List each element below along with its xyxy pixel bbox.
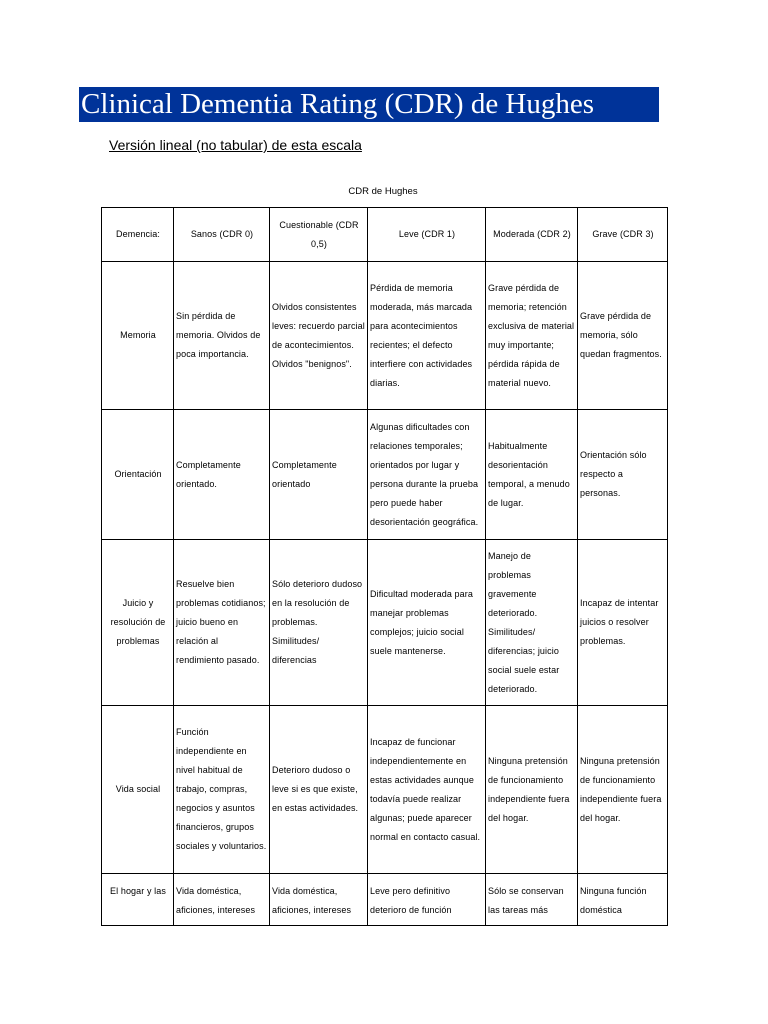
header-demencia: Demencia: bbox=[102, 208, 174, 262]
table-cell: Sin pérdida de memoria. Olvidos de poca importancia. bbox=[174, 262, 270, 410]
header-moderada: Moderada (CDR 2) bbox=[486, 208, 578, 262]
header-leve: Leve (CDR 1) bbox=[368, 208, 486, 262]
table-cell: Leve pero definitivo deterioro de función bbox=[368, 874, 486, 926]
table-row-vida-social bbox=[102, 706, 668, 874]
row-label-vida-social: Vida social bbox=[102, 706, 174, 874]
table-cell: Ninguna función doméstica bbox=[578, 874, 668, 926]
table-cell: Grave pérdida de memoria; retención exclusiva de material muy importante; pérdida rápida de material nuevo. bbox=[486, 262, 578, 410]
table-cell: Resuelve bien problemas cotidianos; juicio bueno en relación al rendimiento pasado. bbox=[174, 540, 270, 706]
document-title: Clinical Dementia Rating (CDR) de Hughes bbox=[79, 87, 659, 122]
row-label-memoria: Memoria bbox=[102, 262, 174, 410]
table-row-orientacion bbox=[102, 410, 668, 540]
table-cell: Ninguna pretensión de funcionamiento independiente fuera del hogar. bbox=[486, 706, 578, 874]
table-header-row bbox=[102, 208, 668, 262]
table-cell: Dificultad moderada para manejar problemas complejos; juicio social suele mantenerse. bbox=[368, 540, 486, 706]
row-label-juicio: Juicio y resolución de problemas bbox=[102, 540, 174, 706]
table-cell: Completamente orientado bbox=[270, 410, 368, 540]
table-cell: Incapaz de intentar juicios o resolver problemas. bbox=[578, 540, 668, 706]
table-cell: Deterioro dudoso o leve si es que existe, en estas actividades. bbox=[270, 706, 368, 874]
table-row-hogar bbox=[102, 874, 668, 926]
table-cell: Función independiente en nivel habitual de trabajo, compras, negocios y asuntos financieros, grupos sociales y voluntarios. bbox=[174, 706, 270, 874]
table-cell: Vida doméstica, aficiones, intereses bbox=[270, 874, 368, 926]
header-grave: Grave (CDR 3) bbox=[578, 208, 668, 262]
table-cell: Orientación sólo respecto a personas. bbox=[578, 410, 668, 540]
table-cell: Sólo deterioro dudoso en la resolución de problemas. Similitudes/ diferencias bbox=[270, 540, 368, 706]
table-cell: Ninguna pretensión de funcionamiento independiente fuera del hogar. bbox=[578, 706, 668, 874]
table-cell: Vida doméstica, aficiones, intereses bbox=[174, 874, 270, 926]
table-cell: Completamente orientado. bbox=[174, 410, 270, 540]
document-subtitle-link[interactable]: Versión lineal (no tabular) de esta escala bbox=[109, 137, 362, 153]
table-cell: Grave pérdida de memoria, sólo quedan fragmentos. bbox=[578, 262, 668, 410]
header-sanos: Sanos (CDR 0) bbox=[174, 208, 270, 262]
table-cell: Olvidos consistentes leves: recuerdo parcial de acontecimientos. Olvidos "benignos". bbox=[270, 262, 368, 410]
table-cell: Algunas dificultades con relaciones temporales; orientados por lugar y persona durante la prueba pero puede haber desorientación geográfica. bbox=[368, 410, 486, 540]
cdr-table bbox=[101, 207, 668, 926]
table-row-juicio bbox=[102, 540, 668, 706]
table-cell: Incapaz de funcionar independientemente en estas actividades aunque todavía puede realizar algunas; puede aparecer normal en contacto casual. bbox=[368, 706, 486, 874]
row-label-hogar: El hogar y las bbox=[102, 874, 174, 926]
table-cell: Manejo de problemas gravemente deteriorado. Similitudes/ diferencias; juicio social suele estar deteriorado. bbox=[486, 540, 578, 706]
table-caption: CDR de Hughes bbox=[348, 186, 418, 197]
table-cell: Sólo se conservan las tareas más bbox=[486, 874, 578, 926]
table-cell: Habitualmente desorientación temporal, a menudo de lugar. bbox=[486, 410, 578, 540]
table-row-memoria bbox=[102, 262, 668, 410]
row-label-orientacion: Orientación bbox=[102, 410, 174, 540]
table-cell: Pérdida de memoria moderada, más marcada para acontecimientos recientes; el defecto interfiere con actividades diarias. bbox=[368, 262, 486, 410]
header-cuestionable: Cuestionable (CDR 0,5) bbox=[270, 208, 368, 262]
